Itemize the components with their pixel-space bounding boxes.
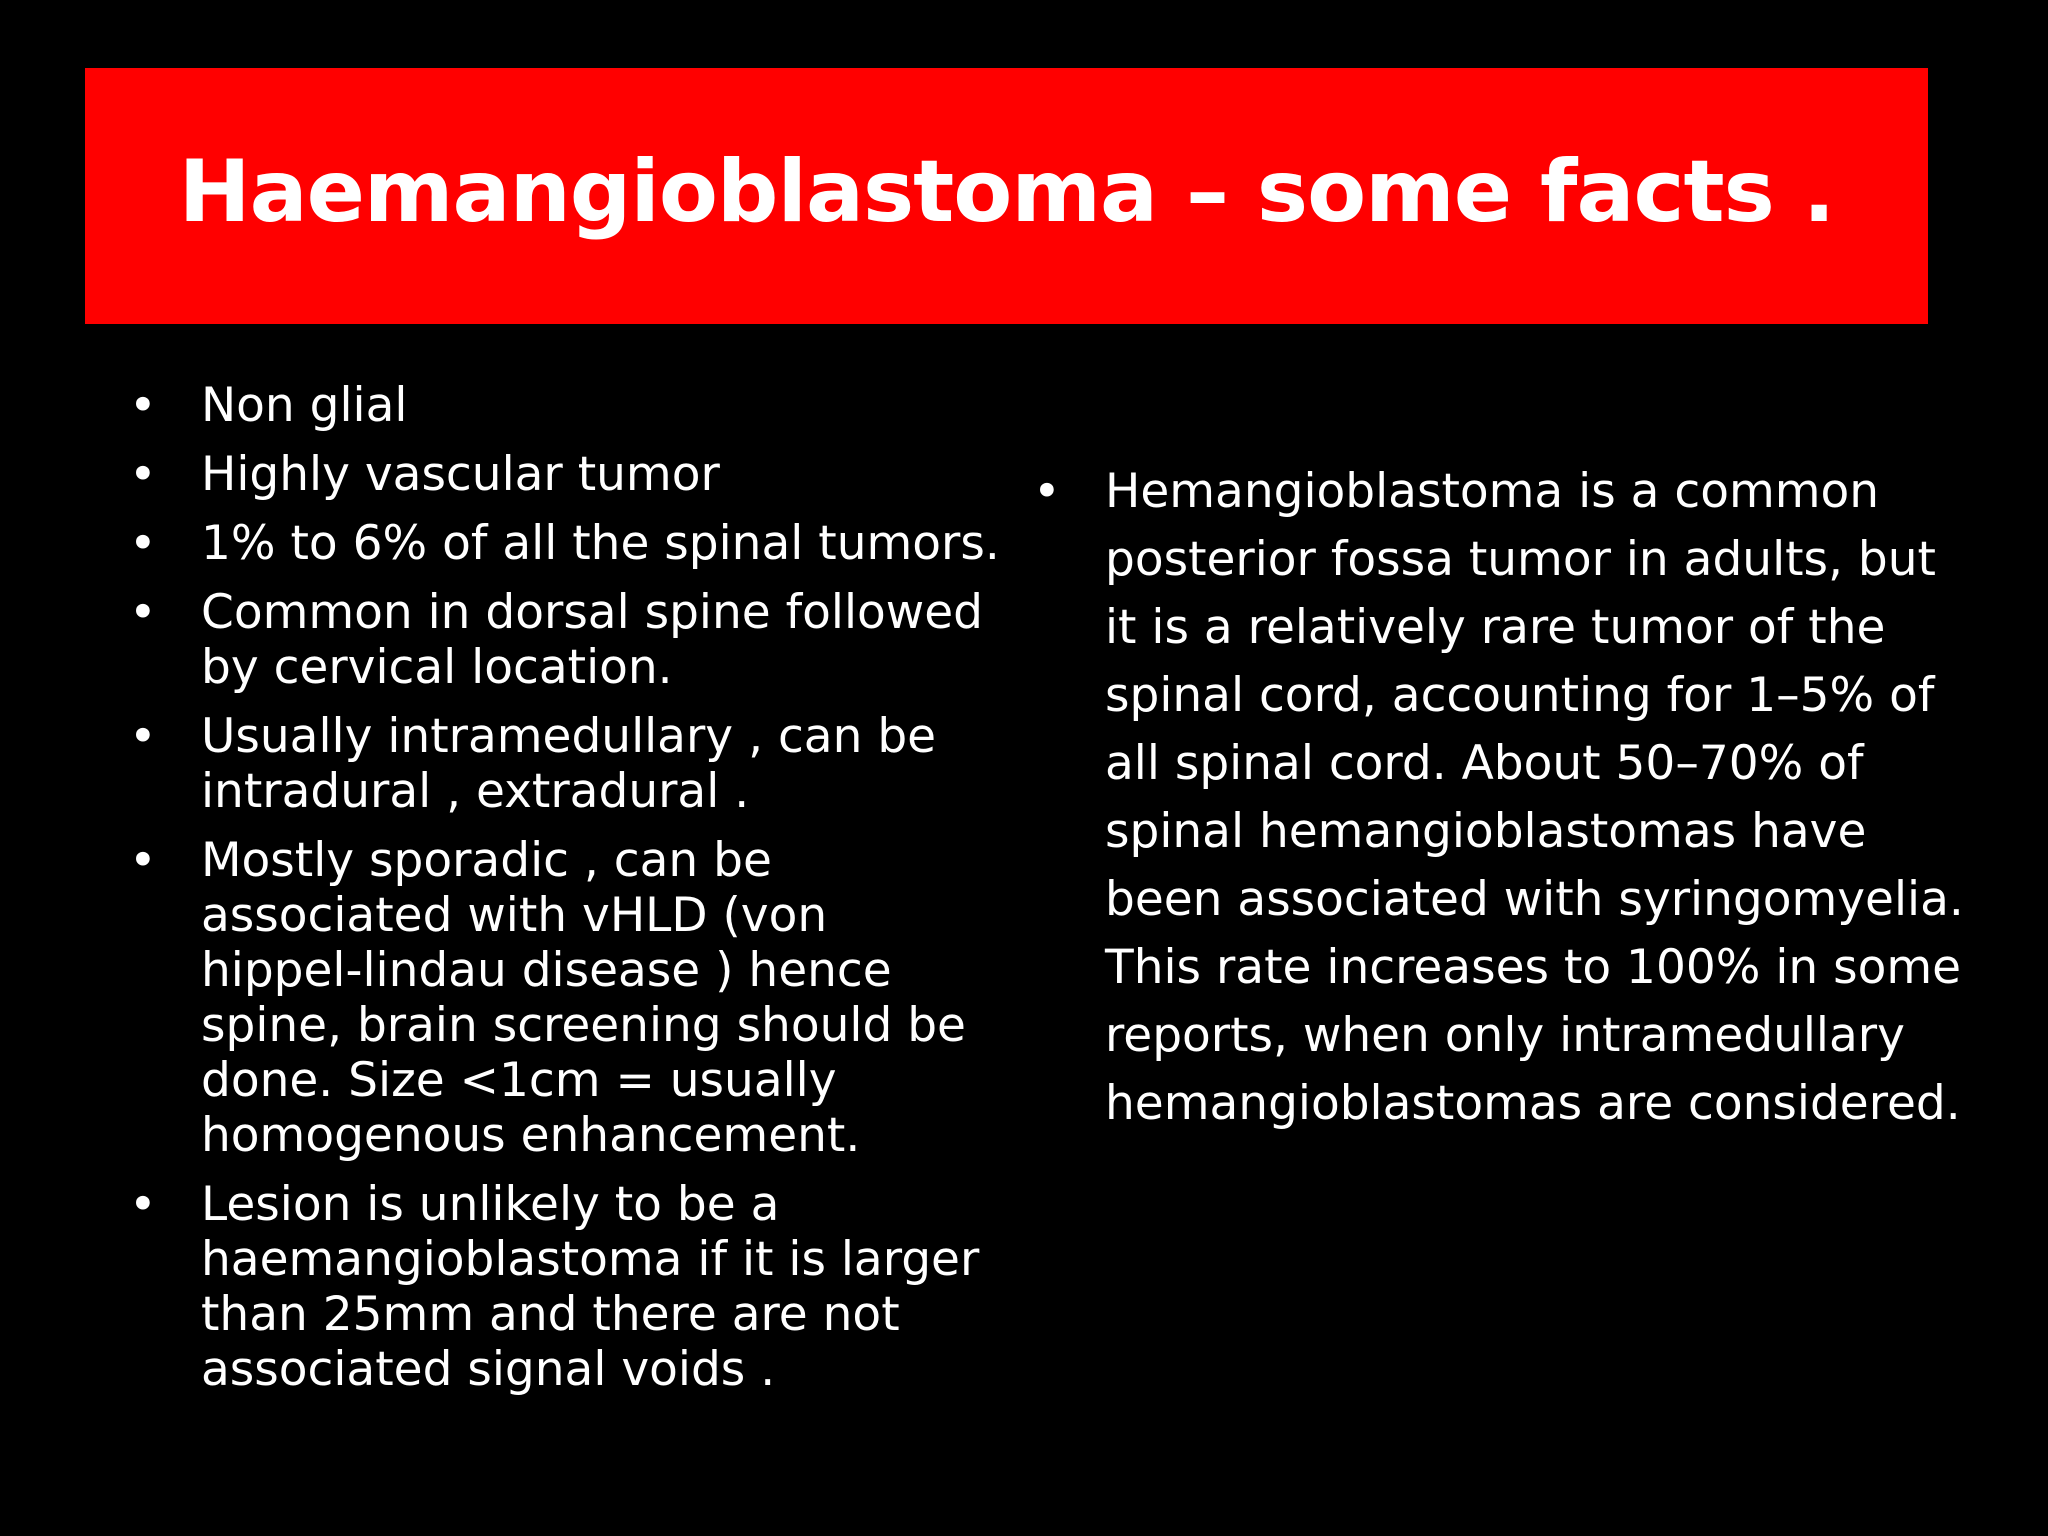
title-banner [85,68,1928,324]
bullet-item [129,1177,1001,1397]
bullet-text: Mostly sporadic , can be associated with vHLD (von hippel-lindau disease ) hence spine, brain screening should be done. Size <1cm = usually homogenous enhancement. [201,833,966,1163]
bullet-marker: • [1033,464,1061,519]
bullet-text: Non glial [201,378,408,433]
left-column [129,378,1001,1411]
right-bullet-list [1033,458,1965,1138]
bullet-text: Usually intramedullary , can be intradural , extradural . [201,709,937,819]
bullet-marker: • [129,585,157,640]
bullet-item [129,447,1001,502]
left-bullet-list [129,378,1001,1397]
bullet-text: Lesion is unlikely to be a haemangioblastoma if it is larger than 25mm and there are not associated signal voids . [201,1177,980,1397]
bullet-text: 1% to 6% of all the spinal tumors. [201,516,1000,571]
bullet-item [129,585,1001,695]
right-column [1033,458,1965,1138]
bullet-marker: • [129,447,157,502]
bullet-text: Hemangioblastoma is a common posterior fossa tumor in adults, but it is a relatively rare tumor of the spinal cord, accounting for 1–5% of all spinal cord. About 50–70% of spinal hemangioblastomas have been associated with syringomyelia. This rate increases to 100% in some reports, when only intramedullary hemangioblastomas are considered. [1105,464,1964,1131]
bullet-item [129,378,1001,433]
bullet-text: Highly vascular tumor [201,447,720,502]
bullet-item [129,516,1001,571]
bullet-marker: • [129,516,157,571]
bullet-marker: • [129,1177,157,1232]
bullet-marker: • [129,709,157,764]
bullet-marker: • [129,833,157,888]
bullet-item [129,709,1001,819]
bullet-marker: • [129,378,157,433]
bullet-item [129,833,1001,1163]
bullet-item [1033,458,1965,1138]
slide-title: Haemangioblastoma – some facts . [178,142,1835,242]
bullet-text: Common in dorsal spine followed by cervical location. [201,585,983,695]
